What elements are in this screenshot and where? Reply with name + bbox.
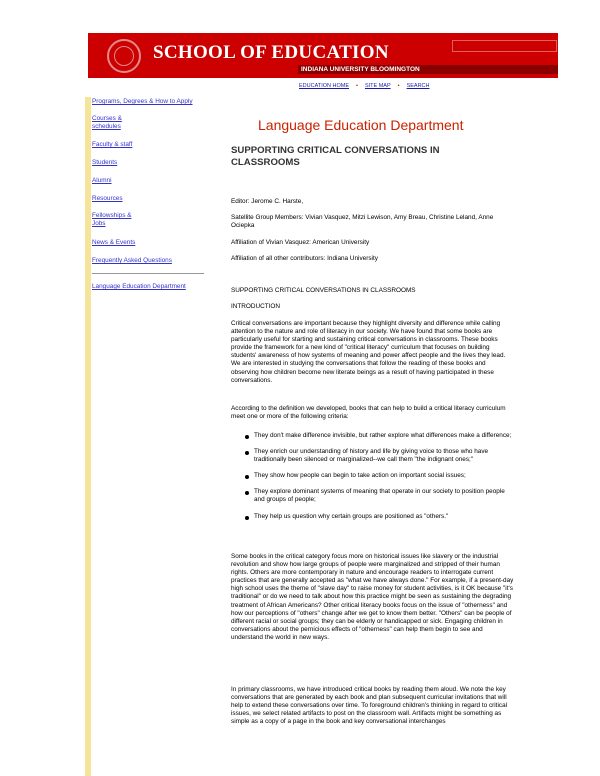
criteria-list (248, 432, 513, 521)
sidebar-item-faq[interactable]: Frequently Asked Questions (92, 257, 172, 264)
nav-site-map[interactable]: SITE MAP (364, 83, 391, 89)
banner-search-box (452, 40, 557, 52)
list-item: They show how people can begin to take action on important social issues; (248, 472, 513, 480)
sidebar-item-faculty[interactable]: Faculty & staff (92, 141, 133, 148)
list-item: They don't make difference invisible, but rather explore what differences make a difference; (248, 432, 513, 440)
sidebar-item-news[interactable]: News & Events (92, 239, 136, 246)
intro-paragraph-2: According to the definition we developed, books that can help to build a critical literacy curriculum meet one or more of the following criteria: (231, 405, 506, 421)
sidebar-item-students[interactable]: Students (92, 159, 118, 166)
list-item: They explore dominant systems of meaning that operate in our society to position people and groups of people; (248, 488, 513, 504)
sidebar-divider (92, 273, 204, 274)
list-item: They help us question why certain groups are positioned as "others." (248, 513, 513, 521)
sidebar-item-courses[interactable]: Courses & (92, 115, 122, 122)
section-heading: SUPPORTING CRITICAL CONVERSATIONS IN CLASSROOMS (231, 287, 416, 294)
sidebar-item-courses-2[interactable]: schedules (92, 123, 121, 130)
sidebar-item-programs[interactable]: Programs, Degrees & How to Apply (92, 98, 193, 105)
page-title: SUPPORTING CRITICAL CONVERSATIONS IN CLASSROOMS (231, 145, 440, 168)
affiliation-vasquez: Affiliation of Vivian Vasquez: American University (231, 239, 370, 246)
list-item: They enrich our understanding of history and life by giving voice to those who have traditionally been silenced or marginalized--we call them "the indignant ones;" (248, 448, 513, 464)
school-title[interactable]: SCHOOL OF EDUCATION (153, 42, 389, 63)
department-heading: Language Education Department (258, 117, 464, 133)
sidebar-item-fellowships[interactable]: Fellowships & (92, 212, 132, 219)
nav-search[interactable]: SEARCH (406, 83, 430, 89)
body-paragraph-4: In primary classrooms, we have introduced critical books by reading them aloud. We note the key conversations that are generated by each book and plan subsequent curricular invitations that will help to extend these conversations over time. To foreground children's thinking in regard to critical issues, we select related artifacts to post on the classroom wall. Artifacts might be something as simple as a copy of a page in the book and key conversational interchanges (231, 686, 508, 726)
editor-line: Editor: Jerome C. Harste, (231, 198, 304, 205)
university-seal-icon (107, 39, 141, 73)
sidebar-item-fellowships-2[interactable]: Jobs (92, 220, 106, 227)
group-members: Satellite Group Members: Vivian Vasquez, Mitzi Lewison, Amy Breau, Christine Leland, Anne Ociepka (231, 214, 494, 230)
nav-separator: • (356, 83, 358, 89)
affiliation-others: Affiliation of all other contributors: Indiana University (231, 255, 378, 262)
top-navigation (299, 83, 429, 89)
sidebar-item-language-education[interactable]: Language Education Department (92, 283, 186, 290)
sidebar-item-alumni[interactable]: Alumni (92, 177, 112, 184)
university-name: INDIANA UNIVERSITY BLOOMINGTON (301, 66, 420, 73)
body-paragraph-3: Some books in the critical category focus more on historical issues like slavery or the industrial revolution and show how large groups of people were marginalized and stripped of their human rights. Others are more contemporary in nature and encourage readers to interrogate current practices that are generally accepted as "what we have always done." For example, if a present-day high school uses the theme of "slave day" to raise money for student activities, is it OK because "it's traditional" or do we need to talk about how this practice might be seen as sustaining the degrading treatment of African Americans? Other critical literacy books focus on the issue of "otherness" and how our perceptions of "others" change after we get to know them better. "Others" can be people of different racial or social groups; they can be elderly or handicapped or sick. Engaging children in conversations about the pernicious effects of "otherness" can help them begin to see and understand the world in new ways. (231, 553, 514, 641)
nav-education-home[interactable]: EDUCATION HOME (299, 83, 350, 89)
intro-heading: INTRODUCTION (231, 303, 280, 310)
sidebar-accent-bar (85, 97, 91, 776)
nav-separator: • (397, 83, 400, 89)
sidebar-item-resources[interactable]: Resources (92, 195, 123, 202)
intro-paragraph-1: Critical conversations are important because they highlight diversity and difference while calling attention to the nature and role of literacy in our society. We have found that some books are particularly useful for starting and sustaining critical conversations in classrooms. These books provide the framework for a new kind of "critical literacy" curriculum that focuses on building students' awareness of how systems of meaning and power affect people and the lives they lead. We are interested in studying the conversations that follow the reading of these books and observing how children become new literate beings as a result of having participated in these conversations. (231, 320, 506, 384)
